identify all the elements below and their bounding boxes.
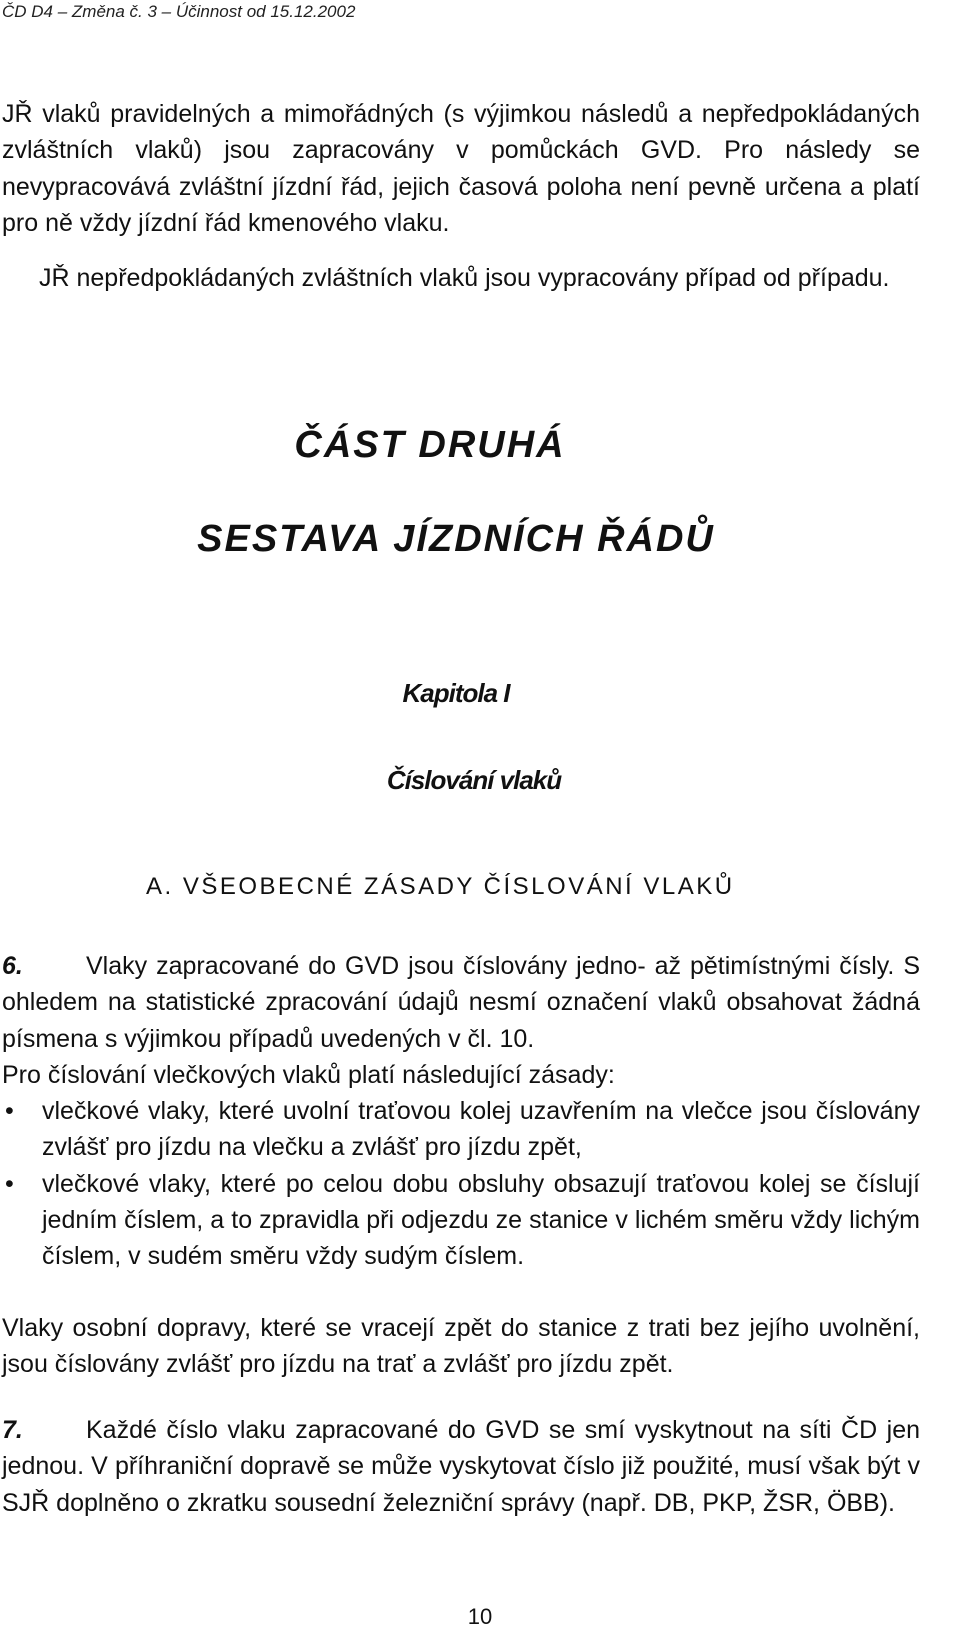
list-item-text: vlečkové vlaky, které po celou dobu obsluhy obsazují traťovou kolej se číslují jedním číslem, a to zpravidla při odjezdu ze stanice v lichém směru vždy lichým číslem, v sudém směru vždy sudým číslem. — [42, 1169, 920, 1271]
article-7-text: Každé číslo vlaku zapracované do GVD se smí vyskytnout na síti ČD jen jednou. V příhraniční dopravě se může vyskytovat číslo již použité, musí však být v SJŘ doplněno o zkratku sousední železniční správy (např. DB, PKP, ŽSR, ÖBB). — [2, 1416, 920, 1517]
section-title: VŠEOBECNÉ ZÁSADY ČÍSLOVÁNÍ VLAKŮ — [182, 873, 735, 900]
bullet-icon: • — [5, 1097, 14, 1125]
bullet-list — [2, 1093, 920, 1274]
article-7-number: 7. — [2, 1416, 23, 1444]
article-6 — [2, 948, 920, 1093]
intro-paragraph-2: JŘ nepředpokládaných zvláštních vlaků jsou vypracovány případ od případu. — [39, 264, 890, 292]
article-6-closing: Vlaky osobní dopravy, které se vracejí zpět do stanice z trati bez jejího uvolnění, jsou číslovány zvlášť pro jízdu na trať a zvlášť pro jízdu zpět. — [2, 1314, 920, 1379]
section-heading — [146, 873, 735, 901]
chapter-title: Číslování vlaků — [386, 765, 562, 795]
article-6-text: Vlaky zapracované do GVD jsou číslovány jedno- až pětimístnými čísly. S ohledem na statistické zpracování údajů nesmí označení vlaků obsahovat žádná písmena s výjimkou případů uvedených v čl. 10. — [2, 952, 920, 1053]
section-letter: A. — [146, 873, 174, 900]
part-title: ČÁST DRUHÁ — [294, 424, 566, 466]
list-item — [2, 1093, 920, 1166]
intro-paragraph: JŘ vlaků pravidelných a mimořádných (s výjimkou následů a nepředpokládaných zvláštních vlaků) jsou zapracovány v pomůckách GVD. Pro následy se nevypracovává zvláštní jízdní řád, jejich časová poloha není pevně určena a platí pro ně vždy jízdní řád kmenového vlaku. — [2, 100, 920, 237]
list-item-text: vlečkové vlaky, které uvolní traťovou kolej uzavřením na vlečce jsou číslovány zvlášť pro jízdu na vlečku a zvlášť pro jízdu zpět, — [42, 1097, 920, 1162]
article-6-number: 6. — [2, 952, 23, 980]
page-number: 10 — [467, 1604, 493, 1629]
article-7 — [2, 1412, 920, 1521]
bullet-icon: • — [5, 1169, 14, 1198]
running-header: ČD D4 – Změna č. 3 – Účinnost od 15.12.2002 — [2, 2, 356, 21]
chapter-label: Kapitola I — [402, 678, 510, 708]
part-subtitle: SESTAVA JÍZDNÍCH ŘÁDŮ — [197, 518, 715, 560]
list-item — [2, 1166, 920, 1275]
article-6-intro-line: Pro číslování vlečkových vlaků platí následující zásady: — [2, 1060, 615, 1089]
